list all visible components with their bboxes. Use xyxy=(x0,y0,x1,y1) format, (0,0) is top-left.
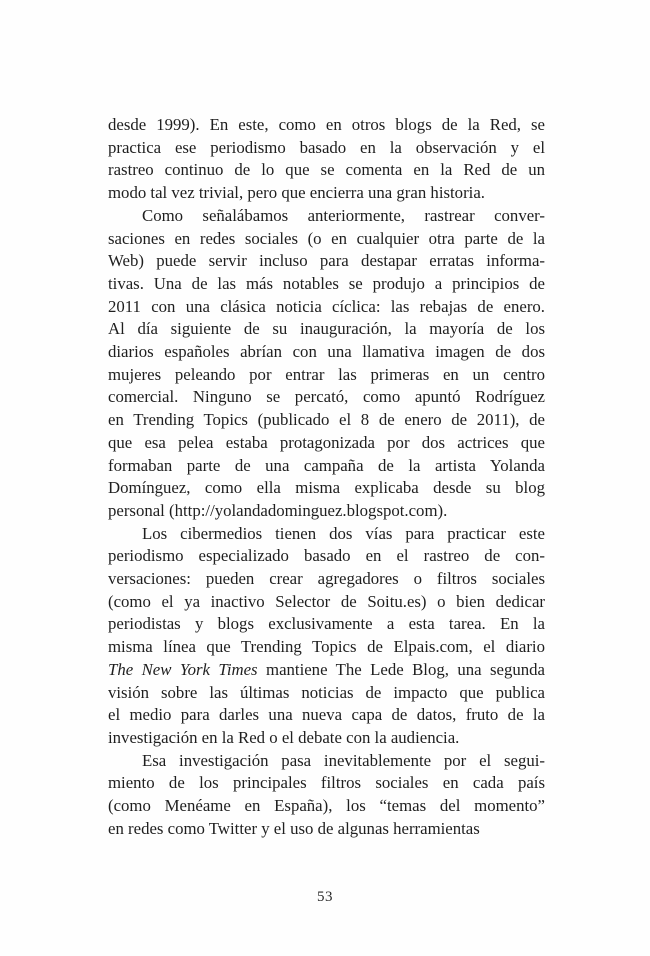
text-line xyxy=(108,159,545,182)
text-segment: Esa investigación pasa inevitablemente por el segui- xyxy=(142,750,545,770)
text-segment: 2011 con una clásica noticia cíclica: las rebajas de enero. xyxy=(108,296,545,316)
text-line xyxy=(108,795,545,818)
text-segment: Los cibermedios tienen dos vías para practicar este xyxy=(142,523,545,543)
text-line xyxy=(108,523,545,546)
text-segment: (como Menéame en España), los “temas del momento” xyxy=(108,796,545,816)
text-line xyxy=(108,341,545,364)
text-line xyxy=(108,772,545,795)
text-segment: diarios españoles abrían con una llamativa imagen de dos xyxy=(108,342,545,362)
text-segment: modo tal vez trivial, pero que encierra una gran historia. xyxy=(108,183,485,203)
text-line xyxy=(108,500,545,523)
text-segment: periodismo especializado basado en el rastreo de con- xyxy=(108,546,545,566)
text-segment: investigación en la Red o el debate con la audiencia. xyxy=(108,727,460,747)
text-line xyxy=(108,250,545,273)
paragraph-3 xyxy=(108,523,545,750)
text-segment: misma línea que Trending Topics de Elpais.com, el diario xyxy=(108,637,545,657)
italic-text: The New York Times xyxy=(108,659,258,679)
text-segment: desde 1999). En este, como en otros blogs de la Red, se xyxy=(108,115,545,134)
text-line xyxy=(108,114,545,137)
text-line xyxy=(108,228,545,251)
text-line xyxy=(108,727,545,750)
text-segment: el medio para darles una nueva capa de datos, fruto de la xyxy=(108,705,545,725)
text-segment: en redes como Twitter y el uso de algunas herramientas xyxy=(108,818,480,838)
text-line xyxy=(108,205,545,228)
text-line xyxy=(108,137,545,160)
page-number: 53 xyxy=(317,889,333,905)
text-segment: tivas. Una de las más notables se produjo a principios de xyxy=(108,273,545,293)
paragraph-2 xyxy=(108,205,545,523)
text-segment: (como el ya inactivo Selector de Soitu.es) o bien dedicar xyxy=(108,591,545,611)
text-segment: Al día siguiente de su inauguración, la mayoría de los xyxy=(108,319,545,339)
text-segment: mujeres peleando por entrar las primeras en un centro xyxy=(108,364,545,384)
text-segment: practica ese periodismo basado en la observación y el xyxy=(108,137,545,157)
text-segment: en Trending Topics (publicado el 8 de enero de 2011), de xyxy=(108,410,545,430)
text-block xyxy=(108,114,545,841)
text-line xyxy=(108,568,545,591)
text-segment: visión sobre las últimas noticias de impacto que publica xyxy=(108,682,545,702)
text-line xyxy=(108,591,545,614)
text-line xyxy=(108,409,545,432)
text-segment: Domínguez, como ella misma explicaba desde su blog xyxy=(108,478,545,498)
paragraph-1 xyxy=(108,114,545,205)
text-line xyxy=(108,750,545,773)
text-line xyxy=(108,818,545,841)
text-line xyxy=(108,659,545,682)
text-line xyxy=(108,296,545,319)
text-segment: versaciones: pueden crear agregadores o filtros sociales xyxy=(108,569,545,589)
text-segment: rastreo continuo de lo que se comenta en la Red de un xyxy=(108,160,545,180)
text-segment: mantiene The Lede Blog, una segunda xyxy=(257,659,545,679)
text-line xyxy=(108,364,545,387)
text-line xyxy=(108,432,545,455)
text-line xyxy=(108,318,545,341)
text-line xyxy=(108,477,545,500)
text-segment: formaban parte de una campaña de la artista Yolanda xyxy=(108,455,545,475)
text-segment: miento de los principales filtros sociales en cada país xyxy=(108,773,545,793)
text-segment: periodistas y blogs exclusivamente a esta tarea. En la xyxy=(108,614,545,634)
text-line xyxy=(108,273,545,296)
text-segment: que esa pelea estaba protagonizada por dos actrices que xyxy=(108,432,545,452)
text-line xyxy=(108,682,545,705)
text-segment: saciones en redes sociales (o en cualquier otra parte de la xyxy=(108,228,545,248)
text-line xyxy=(108,455,545,478)
text-line xyxy=(108,545,545,568)
text-segment: Como señalábamos anteriormente, rastrear conver- xyxy=(142,205,545,225)
paragraph-4 xyxy=(108,750,545,841)
text-line xyxy=(108,613,545,636)
text-line xyxy=(108,386,545,409)
text-line xyxy=(108,636,545,659)
text-line xyxy=(108,704,545,727)
text-segment: personal (http://yolandadominguez.blogspot.com). xyxy=(108,500,448,520)
text-segment: comercial. Ninguno se percató, como apuntó Rodríguez xyxy=(108,387,545,407)
text-line xyxy=(108,182,545,205)
text-segment: Web) puede servir incluso para destapar erratas informa- xyxy=(108,251,545,271)
